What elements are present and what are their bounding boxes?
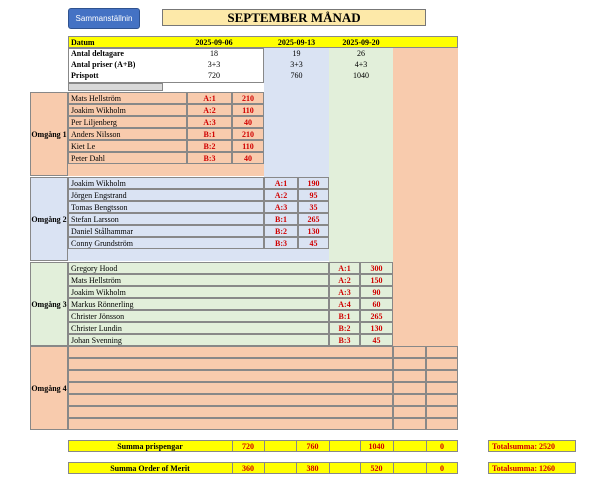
- amount-cell: [426, 346, 458, 358]
- prize-code: B:1: [203, 129, 216, 139]
- summa-prispengar-4: 0: [440, 441, 444, 451]
- prize-code: B:3: [203, 153, 216, 163]
- page-title: SEPTEMBER MÅNAD: [162, 9, 426, 26]
- prize-code: B:3: [275, 238, 287, 248]
- prize-code: A:3: [338, 287, 351, 297]
- prize-cell: [393, 346, 426, 358]
- player-name: Tomas Bengtsson: [71, 202, 128, 212]
- prize-amount: 95: [309, 190, 318, 200]
- player-name: Joakim Wikholm: [71, 287, 126, 297]
- name-cell: [68, 370, 393, 382]
- summa-order-3: 520: [370, 463, 383, 473]
- sum-divider: [426, 440, 427, 452]
- sum-divider: [232, 462, 233, 474]
- player-name: Joakim Wikholm: [71, 178, 126, 188]
- prize-amount: 45: [309, 238, 318, 248]
- prize-code: A:3: [274, 202, 288, 212]
- player-name: Mats Hellström: [71, 93, 121, 103]
- player-name: Conny Grundström: [71, 238, 133, 248]
- sum-divider: [393, 462, 394, 474]
- amount-cell: [426, 370, 458, 382]
- prize-amount: 60: [372, 299, 381, 309]
- prize-code: A:1: [338, 263, 351, 273]
- prize-amount: 265: [370, 311, 383, 321]
- player-name: Mats Hellström: [71, 275, 121, 285]
- sum-divider: [264, 462, 265, 474]
- prize-amount: 300: [370, 263, 383, 273]
- name-cell: [68, 418, 393, 430]
- prize-amount: 40: [244, 117, 252, 127]
- prize-amount: 45: [372, 335, 381, 345]
- sum-divider: [426, 462, 427, 474]
- prize-amount: 210: [242, 129, 254, 139]
- name-cell: [68, 358, 393, 370]
- prize-code: B:1: [275, 214, 287, 224]
- player-name: Per Liljenberg: [71, 117, 117, 127]
- summa-order-2: 380: [306, 463, 319, 473]
- sum-divider: [360, 462, 361, 474]
- prize-cell: [393, 370, 426, 382]
- amount-cell: [426, 382, 458, 394]
- summa-prispengar-label: Summa prispengar: [117, 441, 183, 451]
- sum-divider: [264, 440, 265, 452]
- priser-label: Antal priser (A+B): [71, 60, 136, 69]
- sum-divider: [296, 440, 297, 452]
- summa-order-1: 360: [242, 463, 254, 473]
- prize-cell: [393, 358, 426, 370]
- sum-divider: [296, 462, 297, 474]
- gray-spacer: [68, 83, 163, 91]
- sum-divider: [360, 440, 361, 452]
- round-label: Omgång 2: [31, 214, 67, 224]
- amount-cell: [426, 418, 458, 430]
- player-name: Christer Jönsson: [71, 311, 125, 321]
- player-name: Johan Svenning: [71, 335, 122, 345]
- name-cell: [68, 394, 393, 406]
- summa-prispengar-2: 760: [306, 441, 319, 451]
- priser-2: 3+3: [290, 60, 303, 69]
- prize-code: B:2: [338, 323, 351, 333]
- prize-cell: [393, 406, 426, 418]
- prispott-3: 1040: [353, 71, 369, 80]
- prize-amount: 130: [370, 323, 383, 333]
- priser-3: 4+3: [354, 60, 368, 69]
- prize-cell: [393, 418, 426, 430]
- player-name: Jörgen Engstrand: [71, 190, 127, 200]
- date-col-2: 2025-09-13: [277, 37, 316, 47]
- name-cell: [68, 406, 393, 418]
- prize-amount: 150: [370, 275, 383, 285]
- player-name: Kiet Le: [71, 141, 96, 151]
- player-name: Daniel Stålhammar: [71, 226, 133, 236]
- deltagare-label: Antal deltagare: [71, 49, 124, 58]
- prize-amount: 40: [244, 153, 252, 163]
- prize-amount: 90: [372, 287, 381, 297]
- summa-prispengar-3: 1040: [368, 441, 385, 451]
- player-name: Markus Rönnerling: [71, 299, 134, 309]
- priser-1: 3+3: [207, 60, 221, 69]
- player-name: Gregory Hood: [71, 263, 118, 273]
- deltagare-1: 18: [210, 49, 218, 58]
- sum-divider: [393, 440, 394, 452]
- date-col-1: 2025-09-06: [195, 37, 233, 47]
- prize-amount: 190: [307, 178, 320, 188]
- prize-code: A:4: [338, 299, 351, 309]
- name-cell: [68, 346, 393, 358]
- summa-order-label: Summa Order of Merit: [110, 463, 190, 473]
- amount-cell: [426, 406, 458, 418]
- prize-code: A:2: [203, 105, 216, 115]
- prize-cell: [393, 394, 426, 406]
- prize-code: A:1: [274, 178, 288, 188]
- prispott-label: Prispott: [71, 71, 99, 80]
- sum-divider: [329, 440, 330, 452]
- summa-order-4: 0: [440, 463, 444, 473]
- sammanstallning-button[interactable]: Sammanställnin: [68, 8, 140, 29]
- prize-code: B:2: [203, 141, 216, 151]
- prize-code: A:2: [274, 190, 288, 200]
- prize-amount: 110: [242, 105, 254, 115]
- round-label: Omgång 1: [31, 129, 67, 139]
- player-name: Anders Nilsson: [71, 129, 121, 139]
- sum-divider: [232, 440, 233, 452]
- prize-amount: 130: [307, 226, 320, 236]
- datum-label: Datum: [71, 37, 95, 47]
- deltagare-3: 26: [357, 49, 365, 58]
- prize-code: B:2: [275, 226, 287, 236]
- prize-code: B:1: [338, 311, 351, 321]
- prize-amount: 110: [242, 141, 254, 151]
- player-name: Peter Dahl: [71, 153, 105, 163]
- prize-cell: [393, 382, 426, 394]
- sum-divider: [329, 462, 330, 474]
- prispott-1: 720: [208, 71, 220, 80]
- prize-amount: 210: [242, 93, 254, 103]
- totalsumma-order: Totalsumma: 1260: [488, 462, 576, 474]
- prize-code: A:1: [203, 93, 216, 103]
- player-name: Christer Lundin: [71, 323, 122, 333]
- amount-cell: [426, 358, 458, 370]
- round-label: Omgång 4: [31, 383, 67, 393]
- prize-code: A:3: [203, 117, 216, 127]
- summa-prispengar-1: 720: [242, 441, 254, 451]
- prize-code: B:3: [338, 335, 351, 345]
- prize-amount: 35: [309, 202, 318, 212]
- round-label: Omgång 3: [31, 299, 67, 309]
- amount-cell: [426, 394, 458, 406]
- prize-code: A:2: [338, 275, 351, 285]
- deltagare-2: 19: [292, 49, 301, 58]
- prispott-2: 760: [290, 71, 303, 80]
- name-cell: [68, 382, 393, 394]
- date-col-3: 2025-09-20: [342, 37, 380, 47]
- player-name: Joakim Wikholm: [71, 105, 126, 115]
- totalsumma-prispengar: Totalsumma: 2520: [488, 440, 576, 452]
- player-name: Stefan Larsson: [71, 214, 119, 224]
- prize-amount: 265: [307, 214, 320, 224]
